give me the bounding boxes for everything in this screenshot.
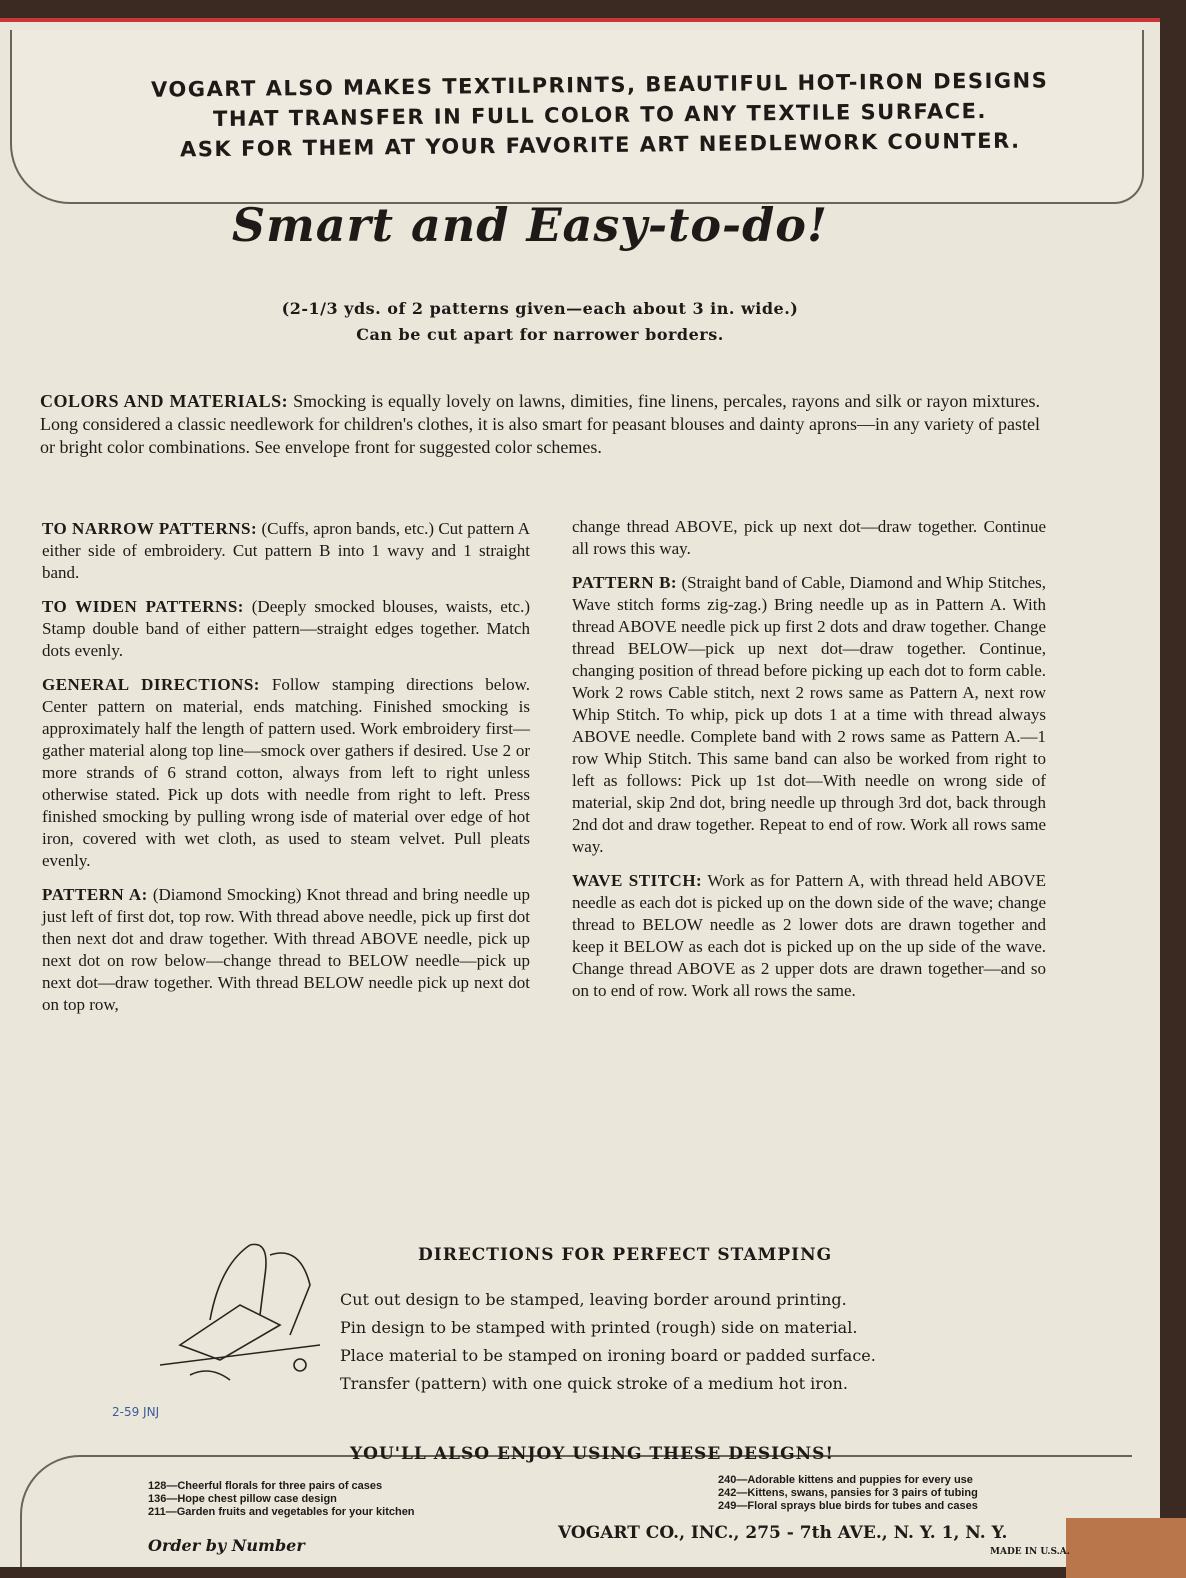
left-column	[42, 518, 530, 1028]
section	[42, 674, 530, 872]
iron-hands-illustration	[150, 1225, 330, 1395]
ad-line: VOGART ALSO MAKES TEXTILPRINTS, BEAUTIFUL HOT-IRON DESIGNS	[150, 68, 1049, 102]
subheading-line: (2-1/3 yds. of 2 patterns given—each about 3 in. wide.)	[281, 299, 799, 318]
section-text: (Straight band of Cable, Diamond and Whip Stitches, Wave stitch forms zig-zag.) Bring needle up as in Pattern A. With thread ABOVE needle pick up first 2 dots and draw together. Change thread BELOW—pick up next dot—draw together. Continue, changing position of thread before picking up each dot to form cable. Work 2 rows Cable stitch, next 2 rows same as Pattern A, next row Whip Stitch. To whip, pick up dots 1 at a time with thread always ABOVE needle. Complete band with 2 rows same as Pattern A.—1 row Whip Stitch. This same band can also be worked from right to left as follows: Pick up 1st dot—With needle on wrong side of material, skip 2nd dot, bring needle up through 3rd dot, back through 2nd dot and draw together. Repeat to end of row. Work all rows same way.	[572, 573, 1046, 856]
headline: Smart and Easy-to-do!	[231, 198, 829, 252]
stamping-step: Pin design to be stamped with printed (rough) side on material.	[340, 1318, 858, 1337]
section-text: (Diamond Smocking) Knot thread and bring needle up just left of first dot, top row. With thread above needle, pick up first dot then next dot and draw together. With thread ABOVE needle, pick up next dot on row below—change thread to BELOW needle—pick up next dot—draw together. With thread BELOW needle pick up next dot on top row,	[42, 885, 530, 1014]
section-text: Work as for Pattern A, with thread held ABOVE needle as each dot is picked up on the down side of the wave; change thread to BELOW needle as 2 lower dots are drawn together and keep it BELOW as each dot is picked up on the up side of the wave. Change thread ABOVE as 2 upper dots are drawn together—and so on to end of row. Work all rows the same.	[572, 871, 1046, 1000]
section	[572, 572, 1046, 858]
section-text: Smocking is equally lovely on lawns, dimities, fine linens, percales, rayons and silk or rayon mixtures. Long considered a classic needlework for children's clothes, it is also smart for peasant blouses and dainty aprons—in any variety of pastel or bright color combinations. See envelope front for suggested color schemes.	[40, 391, 1040, 457]
section	[572, 870, 1046, 1002]
colors-materials	[40, 390, 1040, 459]
stamping-step: Cut out design to be stamped, leaving border around printing.	[340, 1290, 847, 1309]
subheading-line: Can be cut apart for narrower borders.	[356, 325, 724, 344]
stamping-step: Transfer (pattern) with one quick stroke of a medium hot iron.	[340, 1374, 848, 1393]
design-item: 249—Floral sprays blue birds for tubes and cases	[718, 1500, 978, 1512]
section	[572, 516, 1046, 560]
subheading	[200, 296, 880, 348]
section-heading: TO NARROW PATTERNS:	[42, 519, 258, 538]
order-by-number: Order by Number	[148, 1536, 305, 1555]
ad-line: THAT TRANSFER IN FULL COLOR TO ANY TEXTILE SURFACE.	[212, 98, 988, 132]
section	[42, 518, 530, 584]
section-text: change thread ABOVE, pick up next dot—draw together. Continue all rows this way.	[572, 517, 1046, 558]
design-item: 211—Garden fruits and vegetables for your kitchen	[148, 1506, 415, 1518]
section-heading: PATTERN B:	[572, 573, 678, 592]
pattern-code: 2-59 JNJ	[112, 1405, 160, 1419]
design-item: 240—Adorable kittens and puppies for every use	[718, 1474, 973, 1486]
ad-banner	[100, 65, 1101, 165]
section	[42, 884, 530, 1016]
section-text: Follow stamping directions below. Center pattern on material, ends matching. Finished smocking is approximately half the length of pattern used. Work embroidery first—gather material along top line—smock over gathers if desired. Use 2 or more strands of 6 strand cotton, always from left to right unless otherwise stated. Pick up dots with needle from right to left. Press finished smocking by pulling wrong isde of material over edge of hot iron, covered with wet cloth, as used to steam velvet. Pull pleats evenly.	[42, 675, 530, 870]
design-item: 136—Hope chest pillow case design	[148, 1493, 337, 1505]
right-column	[572, 516, 1046, 1014]
section-heading: WAVE STITCH:	[572, 871, 703, 890]
design-item: 242—Kittens, swans, pansies for 3 pairs of tubing	[718, 1487, 978, 1499]
stamping-steps	[340, 1286, 876, 1398]
section	[42, 596, 530, 662]
designs-list-left	[148, 1480, 415, 1519]
company-address: VOGART CO., INC., 275 - 7th AVE., N. Y. 1, N. Y.	[558, 1523, 1008, 1543]
section-text: (Cuffs, apron bands, etc.) Cut pattern A either side of embroidery. Cut pattern B into 1 wavy and 1 straight band.	[42, 519, 530, 582]
design-item: 128—Cheerful florals for three pairs of cases	[148, 1480, 383, 1492]
section-text: (Deeply smocked blouses, waists, etc.) Stamp double band of either pattern—straight edges together. Match dots evenly.	[42, 597, 530, 660]
section-heading: GENERAL DIRECTIONS:	[42, 675, 260, 694]
section-heading: PATTERN A:	[42, 885, 148, 904]
ad-line: ASK FOR THEM AT YOUR FAVORITE ART NEEDLEWORK COUNTER.	[179, 128, 1021, 162]
made-in-usa: MADE IN U.S.A.	[990, 1547, 1070, 1557]
also-enjoy-title: YOU'LL ALSO ENJOY USING THESE DESIGNS!	[350, 1444, 834, 1464]
section-heading: TO WIDEN PATTERNS:	[42, 597, 244, 616]
stamping-title: DIRECTIONS FOR PERFECT STAMPING	[418, 1245, 833, 1265]
section-heading: COLORS AND MATERIALS:	[40, 391, 289, 411]
stamping-step: Place material to be stamped on ironing board or padded surface.	[340, 1346, 876, 1365]
designs-list-right	[718, 1474, 978, 1513]
